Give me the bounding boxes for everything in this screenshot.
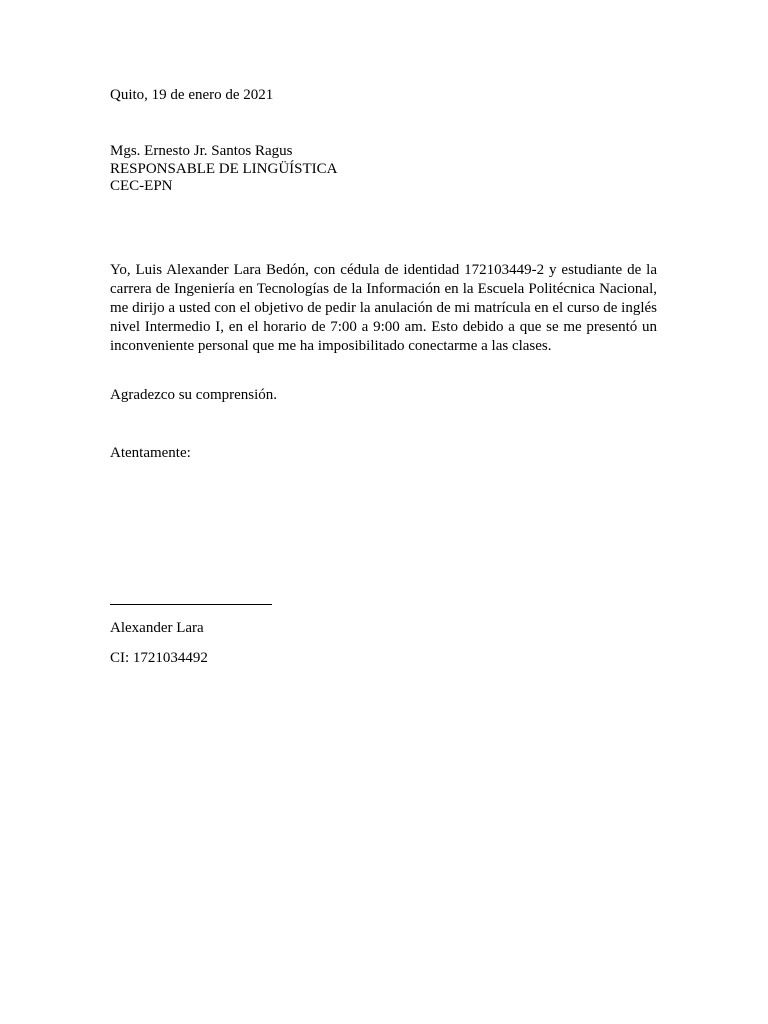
- thanks-line: Agradezco su comprensión.: [110, 387, 278, 403]
- signature-id: CI: 1721034492: [110, 650, 208, 666]
- date-line: Quito, 19 de enero de 2021: [110, 87, 274, 103]
- recipient-block: [110, 143, 338, 196]
- closing-line: Atentamente:: [110, 445, 191, 461]
- recipient-position: RESPONSABLE DE LINGÜÍSTICA: [110, 160, 338, 177]
- signature-name: Alexander Lara: [110, 620, 204, 636]
- letter-body: Yo, Luis Alexander Lara Bedón, con cédula de identidad 172103449-2 y estudiante de la carrera de Ingeniería en Tecnologías de la Información en la Escuela Politécnica Nacional, me dirijo a usted con el objetivo de pedir la anulación de mi matrícula en el curso de inglés nivel Intermedio I, en el horario de 7:00 a 9:00 am. Esto debido a que se me presentó un inconveniente personal que me ha imposibilitado conectarme a las clases.: [110, 262, 657, 354]
- recipient-name: Mgs. Ernesto Jr. Santos Ragus: [110, 143, 293, 159]
- recipient-institution: CEC-EPN: [110, 178, 173, 194]
- signature-line: [110, 604, 272, 605]
